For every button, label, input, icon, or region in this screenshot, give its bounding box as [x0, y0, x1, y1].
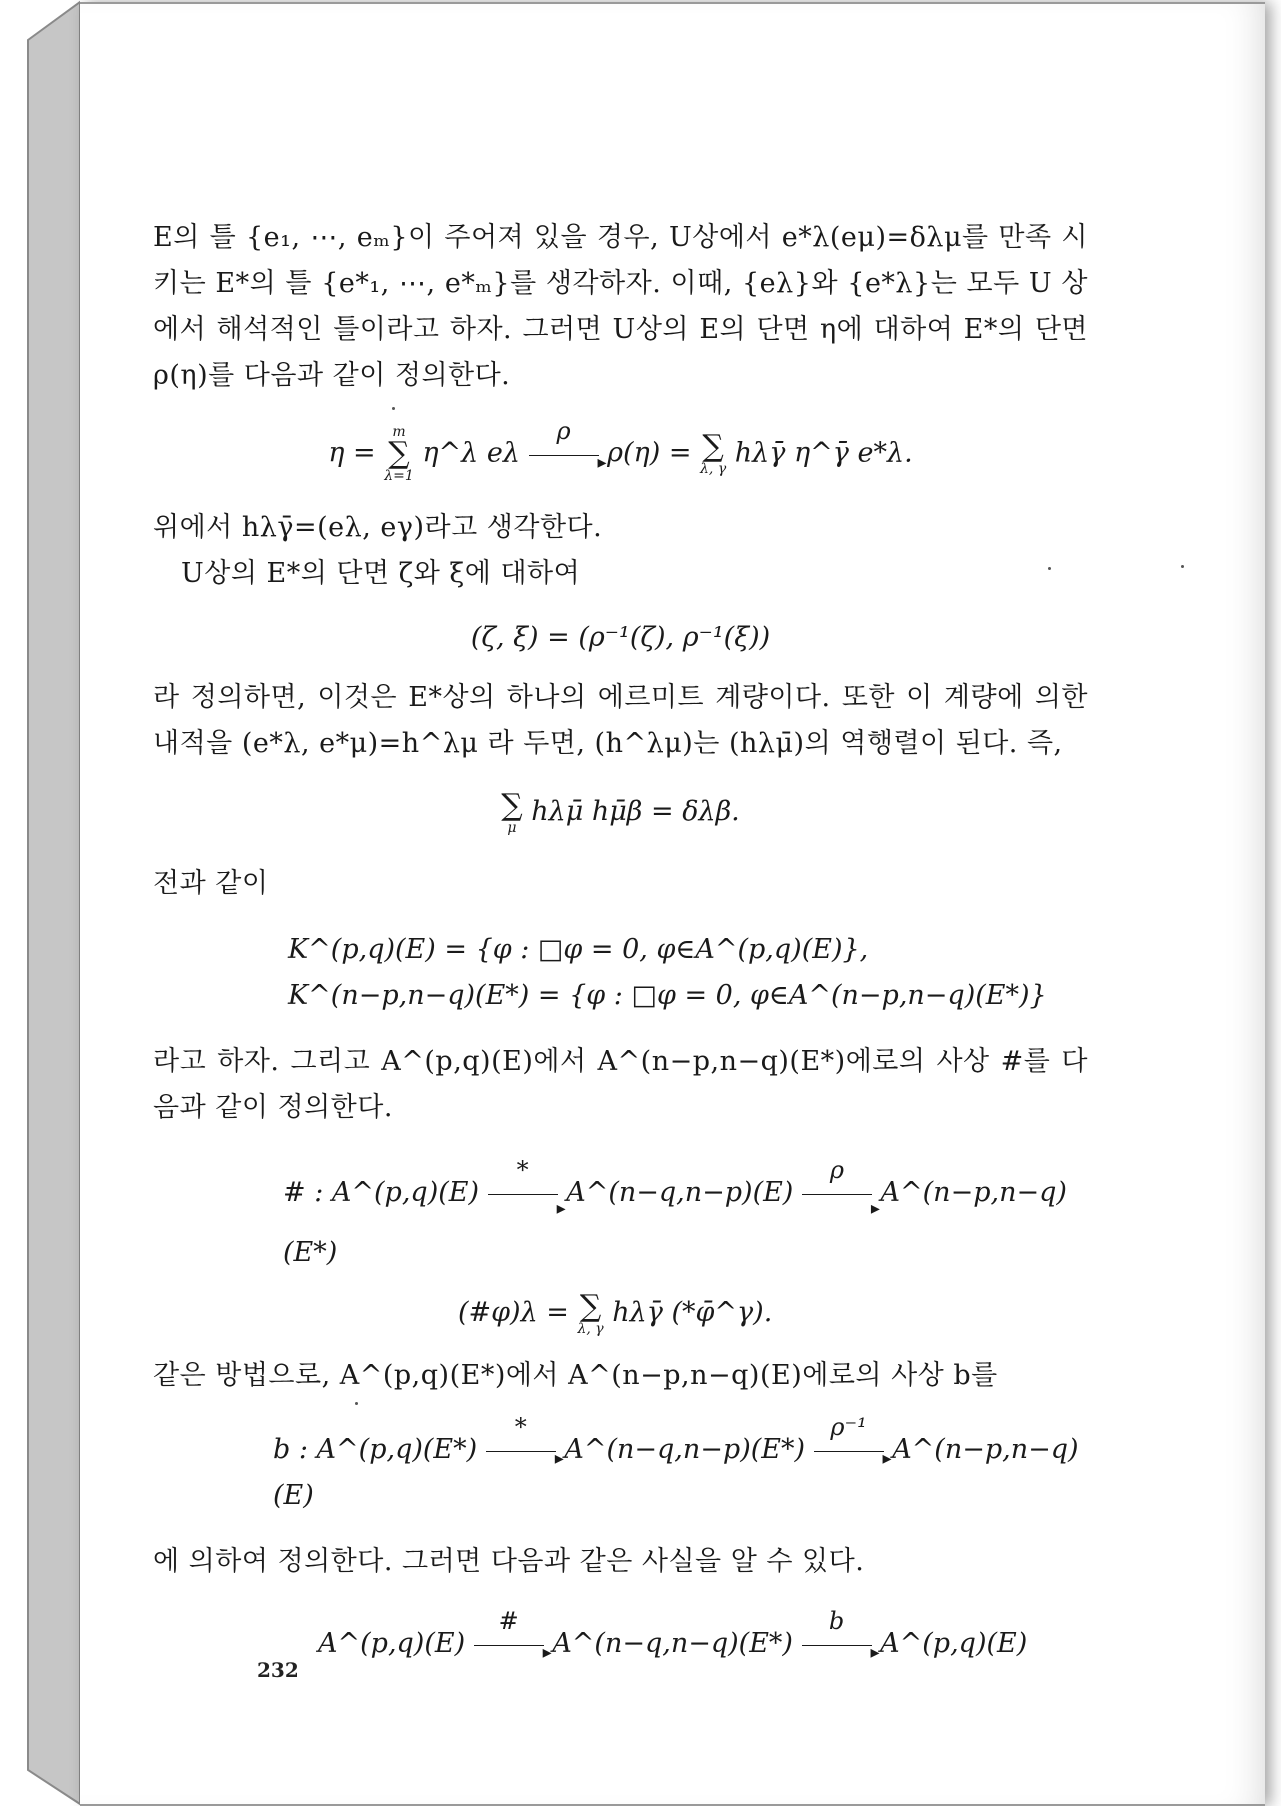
arrow-label: ρ — [556, 416, 571, 445]
equation-b-map — [273, 1413, 1088, 1519]
arrow-label: * — [514, 1413, 527, 1441]
arrow-label: ρ⁻¹ — [830, 1413, 867, 1441]
sum-lower-limit: λ, γ — [577, 1320, 604, 1337]
b-map-end: A^(n−p,n−q)(E) — [273, 1434, 1079, 1511]
equation-harmonic-spaces — [288, 927, 1088, 1019]
eq3-body: hλμ̄ hμ̄β = δλβ. — [531, 796, 740, 827]
sum-lower-limit: λ=1 — [384, 468, 414, 484]
b-map-start: b : A^(p,q)(E*) — [273, 1434, 478, 1465]
hash-def-right: hλγ̄ (*φ̄^γ). — [612, 1297, 773, 1328]
sum-lower-limit: μ — [507, 819, 517, 836]
final-mid: A^(n−q,n−q)(E*) — [552, 1628, 793, 1659]
eq1-end: hλγ̄ η^γ̄ e*λ. — [734, 437, 913, 469]
hash-map-start: # : A^(p,q)(E) — [283, 1177, 480, 1208]
sum-lower-limit: λ, γ — [700, 461, 727, 477]
sum-operator: ∑ λ, γ — [700, 429, 727, 477]
page-number: 232 — [257, 1658, 299, 1682]
sum-operator: ∑ μ — [501, 787, 523, 836]
eq1-right: ρ(η) = — [607, 437, 701, 469]
sum-upper-limit: m — [392, 424, 406, 440]
map-arrow — [474, 1607, 544, 1646]
map-arrow — [802, 1607, 872, 1646]
equation-composition — [318, 1607, 1088, 1667]
final-start: A^(p,q)(E) — [318, 1628, 466, 1659]
hash-map-end: A^(n−p,n−q)(E*) — [283, 1177, 1067, 1268]
sum-operator: ∑ λ, γ — [577, 1288, 604, 1337]
arrow-label: ρ — [829, 1156, 844, 1184]
paragraph-conclusion: 에 의하여 정의한다. 그러면 다음과 같은 사실을 알 수 있다. — [153, 1546, 865, 1577]
arrow-label: * — [516, 1156, 529, 1184]
speck — [1181, 565, 1184, 568]
map-arrow — [488, 1156, 558, 1195]
line-h-definition: 위에서 hλγ̄=(eλ, eγ)라고 생각한다. — [153, 512, 603, 543]
book-spine — [0, 0, 80, 1806]
hash-def-left: (#φ)λ = — [458, 1297, 578, 1328]
paragraph-hermitian: 라 정의하면, 이것은 E*상의 하나의 에르미트 계량이다. 또한 이 계량에 의한 내적을 (e*λ, e*μ)=h^λμ 라 두면, (h^λμ)는 (hλμ̄)의 역행렬이 된다. 즉, — [153, 682, 1088, 759]
map-arrow — [814, 1413, 884, 1452]
line-sections: U상의 E*의 단면 ζ와 ξ에 대하여 — [181, 558, 581, 589]
eq1-left: η = — [328, 437, 385, 469]
paragraph-hash-map: 라고 하자. 그리고 A^(p,q)(E)에서 A^(n−p,n−q)(E*)에로의 사상 #를 다음과 같이 정의한다. — [153, 1046, 1088, 1123]
equation-K-E: K^(p,q)(E) = {φ : □φ = 0, φ∈A^(p,q)(E)}, — [288, 934, 869, 965]
final-end: A^(p,q)(E) — [880, 1628, 1028, 1659]
hash-map-mid: A^(n−q,n−p)(E) — [566, 1177, 794, 1208]
arrow-label: # — [498, 1607, 519, 1635]
equation-eta-rho — [153, 416, 1088, 484]
equation-inverse-matrix — [153, 789, 1088, 835]
line-as-before: 전과 같이 — [153, 868, 269, 899]
equation-hash-map — [283, 1156, 1088, 1343]
b-map-mid: A^(n−q,n−p)(E*) — [564, 1434, 805, 1465]
sum-operator: m ∑ λ=1 — [384, 424, 414, 484]
eq1-term: η^λ eλ — [422, 437, 520, 469]
arrow-label: b — [828, 1607, 845, 1635]
equation-K-Estar: K^(n−p,n−q)(E*) = {φ : □φ = 0, φ∈A^(n−p,n−q)(E*)} — [288, 980, 1047, 1011]
paragraph-b-map: 같은 방법으로, A^(p,q)(E*)에서 A^(n−p,n−q)(E)에로의 사상 b를 — [153, 1360, 998, 1391]
equation-hash-definition — [458, 1283, 1088, 1343]
map-arrow — [486, 1413, 556, 1452]
page-body — [153, 215, 1088, 1667]
map-arrow — [529, 416, 599, 456]
paragraph-frame: E의 틀 {e₁, ⋯, eₘ}이 주어져 있을 경우, U상에서 e*λ(eμ)=δλμ를 만족 시키는 E*의 틀 {e*₁, ⋯, e*ₘ}를 생각하자. 이때, {eλ}와 {e*λ}는 모두 U 상에서 해석적인 틀이라고 하자. 그러면 U상의 E의 단면 η에 대하여 E*의 단면 ρ(η)를 다음과 같이 정의한다. — [153, 222, 1088, 391]
equation-inner-product: (ζ, ξ) = (ρ⁻¹(ζ), ρ⁻¹(ξ)) — [470, 622, 771, 653]
map-arrow — [802, 1156, 872, 1195]
